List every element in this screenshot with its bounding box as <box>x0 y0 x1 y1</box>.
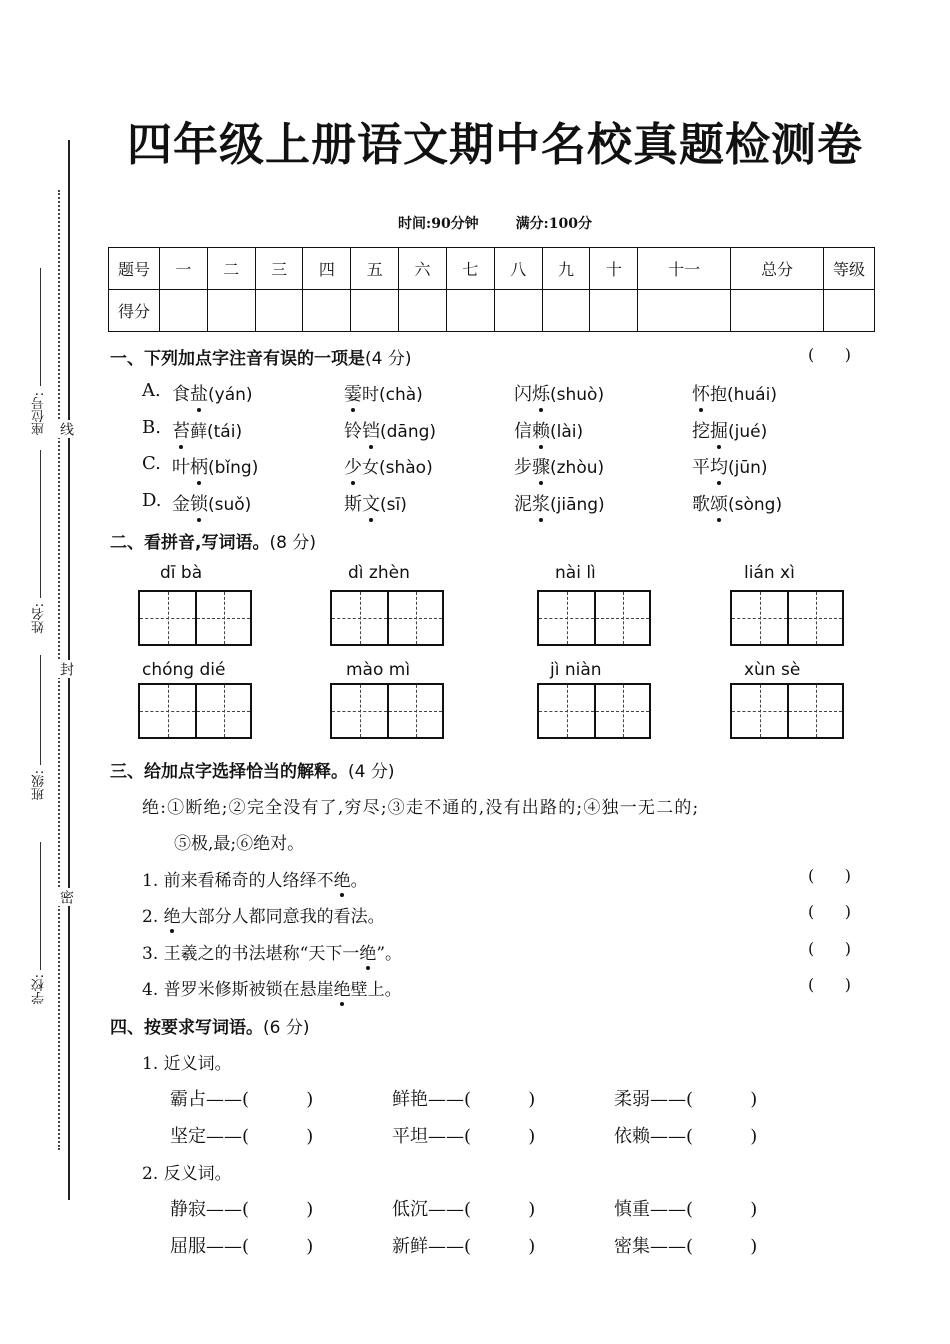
pinyin-label: xùn sè <box>744 660 801 680</box>
q3-item-4 <box>142 975 402 1000</box>
writing-grid[interactable] <box>730 590 844 646</box>
q1-option-word <box>514 490 605 516</box>
school-label: 学校: <box>32 974 47 1005</box>
margin-seal-word: 封 <box>58 662 74 676</box>
score-input-cell[interactable] <box>446 290 494 332</box>
q3-answer-paren[interactable]: ( ) <box>808 975 851 994</box>
dotted-char: 绝 <box>334 866 351 891</box>
pinyin-label: dī bà <box>160 563 203 583</box>
synonym-item[interactable]: 平坦——( ) <box>392 1126 536 1147</box>
q1-option-word <box>514 417 583 443</box>
score-input-cell[interactable] <box>399 290 447 332</box>
pinyin-label: nài lì <box>555 563 596 583</box>
pinyin-annotation: (jué) <box>728 422 768 442</box>
synonym-item[interactable]: 鲜艳——( ) <box>392 1089 536 1110</box>
name-fill-line <box>40 450 41 598</box>
pinyin-label: chóng dié <box>142 660 226 680</box>
table-cell: 得分 <box>109 290 160 332</box>
table-cell: 六 <box>399 248 447 290</box>
score-input-cell[interactable] <box>303 290 351 332</box>
q1-option-word <box>172 490 251 516</box>
table-cell: 总分 <box>731 248 824 290</box>
q1-option-word <box>514 453 604 479</box>
dotted-char: 骤 <box>532 453 550 479</box>
dotted-char: 盐 <box>190 380 208 406</box>
pinyin-annotation: (jūn) <box>728 458 768 478</box>
table-cell: 等级 <box>824 248 875 290</box>
margin-secret-word: 密 <box>58 890 74 904</box>
dotted-char: 浆 <box>532 490 550 516</box>
exam-full-score: 满分:100分 <box>515 216 592 232</box>
q1-option-label: B. <box>142 417 161 438</box>
score-input-cell[interactable] <box>207 290 255 332</box>
q1-heading-text: 一、下列加点字注音有误的一项是 <box>110 349 365 369</box>
page-title: 四年级上册语文期中名校真题检测卷 <box>126 118 863 171</box>
q3-answer-paren[interactable]: ( ) <box>808 939 851 958</box>
q3-points: (4 分) <box>348 762 395 782</box>
dotted-char: 苔 <box>172 417 190 443</box>
q3-item-1 <box>142 866 368 891</box>
table-cell: 十一 <box>638 248 731 290</box>
q1-option-label: C. <box>142 453 161 474</box>
word-char: 信 <box>514 421 532 442</box>
word-char: 挖 <box>692 421 710 442</box>
q3-answer-paren[interactable]: ( ) <box>808 866 851 885</box>
dotted-char: 绝 <box>164 902 181 927</box>
pinyin-annotation: (shuò) <box>550 385 605 405</box>
margin-line-word: 线 <box>58 422 74 436</box>
antonym-item[interactable]: 密集——( ) <box>614 1236 758 1257</box>
q1-heading <box>110 344 411 369</box>
score-input-cell[interactable] <box>590 290 638 332</box>
table-cell: 七 <box>446 248 494 290</box>
pinyin-annotation: (yán) <box>208 385 253 405</box>
q1-points: (4 分) <box>365 349 412 369</box>
dotted-char: 均 <box>710 453 728 479</box>
name-label: 姓名: <box>32 603 47 634</box>
writing-grid[interactable] <box>537 683 651 739</box>
score-input-cell[interactable] <box>160 290 208 332</box>
score-input-cell[interactable] <box>351 290 399 332</box>
q1-option-word <box>692 417 767 443</box>
q3-item-text: 。 <box>350 871 368 891</box>
q1-option-word <box>172 417 242 443</box>
pinyin-annotation: (jiāng) <box>550 495 605 515</box>
table-cell: 三 <box>255 248 303 290</box>
antonym-item[interactable]: 低沉——( ) <box>392 1199 536 1220</box>
dotted-char: 少 <box>344 453 362 479</box>
word-char: 金 <box>172 494 190 515</box>
q3-item-text: 壁上。 <box>350 980 402 1000</box>
q1-option-label: A. <box>142 380 161 401</box>
q3-answer-paren[interactable]: ( ) <box>808 902 851 921</box>
dotted-char: 铛 <box>362 417 380 443</box>
class-label: 班级: <box>32 770 47 801</box>
q1-option-word <box>692 490 782 516</box>
antonym-item[interactable]: 新鲜——( ) <box>392 1236 536 1257</box>
table-cell: 题号 <box>109 248 160 290</box>
score-input-cell[interactable] <box>255 290 303 332</box>
pinyin-annotation: (sī) <box>380 495 407 515</box>
exam-meta <box>0 213 950 233</box>
dotted-char: 掘 <box>710 417 728 443</box>
class-fill-line <box>40 655 41 765</box>
pinyin-annotation: 抱(huái) <box>710 385 777 405</box>
score-table-header-row <box>109 248 875 290</box>
dotted-char: 柄 <box>190 453 208 479</box>
q2-heading <box>110 528 316 553</box>
word-char: 食 <box>172 384 190 405</box>
dotted-char: 烁 <box>532 380 550 406</box>
antonym-item[interactable]: 慎重——( ) <box>614 1199 758 1220</box>
writing-grid[interactable] <box>537 590 651 646</box>
writing-grid[interactable] <box>330 590 444 646</box>
score-input-cell[interactable] <box>824 290 875 332</box>
synonym-item[interactable]: 依赖——( ) <box>614 1126 758 1147</box>
table-cell: 九 <box>542 248 590 290</box>
word-char: 叶 <box>172 457 190 478</box>
synonym-item[interactable]: 霸占——( ) <box>170 1089 314 1110</box>
q3-item-text: 4. 普罗米修斯被锁在悬崖 <box>142 980 334 1000</box>
q3-item-2 <box>142 902 385 927</box>
pinyin-annotation: 藓(tái) <box>190 422 243 442</box>
pinyin-label: dì zhèn <box>348 563 410 583</box>
score-table <box>108 247 875 332</box>
writing-grid[interactable] <box>730 683 844 739</box>
score-input-cell[interactable] <box>731 290 824 332</box>
score-input-cell[interactable] <box>542 290 590 332</box>
pinyin-annotation: (bǐng) <box>208 458 259 478</box>
table-cell: 四 <box>303 248 351 290</box>
q3-item-text: 1. 前来看稀奇的人络绎不 <box>142 871 334 891</box>
score-table-score-row <box>109 290 875 332</box>
pinyin-label: jì niàn <box>550 660 602 680</box>
table-cell: 八 <box>494 248 542 290</box>
q2-points: (8 分) <box>269 533 316 553</box>
pinyin-annotation: 时(chà) <box>362 385 423 405</box>
q3-heading <box>110 757 394 782</box>
synonym-item[interactable]: 柔弱——( ) <box>614 1089 758 1110</box>
q3-item-text: 3. 王羲之的书法堪称“天下一 <box>142 944 360 964</box>
q4-sub1: 1. 近义词。 <box>142 1054 232 1074</box>
score-input-cell[interactable] <box>638 290 731 332</box>
q1-option-word <box>172 453 258 479</box>
score-input-cell[interactable] <box>494 290 542 332</box>
pinyin-annotation: (lài) <box>550 422 584 442</box>
seat-fill-line <box>40 268 41 386</box>
dotted-char: 锁 <box>190 490 208 516</box>
word-char: 铃 <box>344 421 362 442</box>
q4-heading <box>110 1013 309 1038</box>
table-cell: 五 <box>351 248 399 290</box>
q4-sub2: 2. 反义词。 <box>142 1164 232 1184</box>
dotted-char: 绝 <box>359 939 376 964</box>
writing-grid[interactable] <box>330 683 444 739</box>
table-cell: 十 <box>590 248 638 290</box>
pinyin-annotation: 女(shào) <box>362 458 433 478</box>
word-char: 歌 <box>692 494 710 515</box>
pinyin-label: lián xì <box>744 563 795 583</box>
word-char: 泥 <box>514 494 532 515</box>
exam-time: 时间:90分钟 <box>398 216 479 232</box>
word-char: 斯 <box>344 494 362 515</box>
antonym-item[interactable]: 屈服——( ) <box>170 1236 314 1257</box>
q1-option-word <box>344 490 407 516</box>
q1-answer-paren[interactable]: ( ) <box>808 345 851 364</box>
q1-option-word <box>692 380 777 406</box>
pinyin-annotation: (zhòu) <box>550 458 605 478</box>
dotted-char: 绝 <box>334 975 351 1000</box>
q3-item-text: 大部分人都同意我的看法。 <box>180 907 385 927</box>
word-char: 平 <box>692 457 710 478</box>
q1-option-word <box>172 380 253 406</box>
writing-grid[interactable] <box>138 590 252 646</box>
table-cell: 二 <box>207 248 255 290</box>
dotted-char: 霎 <box>344 380 362 406</box>
q1-option-word <box>344 380 423 406</box>
pinyin-annotation: (dāng) <box>380 422 437 442</box>
q4-heading-text: 四、按要求写词语。 <box>110 1018 263 1038</box>
q1-option-word <box>344 417 436 443</box>
q1-option-label: D. <box>142 490 162 511</box>
pinyin-annotation: (suǒ) <box>208 495 252 515</box>
dotted-char: 怀 <box>692 380 710 406</box>
q2-heading-text: 二、看拼音,写词语。 <box>110 533 270 553</box>
q1-option-word <box>514 380 604 406</box>
q1-option-word <box>344 453 433 479</box>
seat-label: 座位号: <box>32 392 47 436</box>
pinyin-label: mào mì <box>346 660 411 680</box>
pinyin-annotation: (sòng) <box>728 495 783 515</box>
q3-item-3 <box>142 939 402 964</box>
q3-definitions-line2: ⑤极,最;⑥绝对。 <box>174 834 305 854</box>
word-char: 步 <box>514 457 532 478</box>
school-fill-line <box>40 842 41 970</box>
q1-option-word <box>692 453 768 479</box>
synonym-item[interactable]: 坚定——( ) <box>170 1126 314 1147</box>
q3-item-text: ”。 <box>376 944 403 964</box>
q3-heading-text: 三、给加点字选择恰当的解释。 <box>110 762 348 782</box>
antonym-item[interactable]: 静寂——( ) <box>170 1199 314 1220</box>
q4-points: (6 分) <box>263 1018 310 1038</box>
dotted-char: 赖 <box>532 417 550 443</box>
q3-definitions-line1: 绝:①断绝;②完全没有了,穷尽;③走不通的,没有出路的;④独一无二的; <box>142 798 700 818</box>
q3-item-text: 2. <box>142 907 164 927</box>
writing-grid[interactable] <box>138 683 252 739</box>
table-cell: 一 <box>160 248 208 290</box>
word-char: 闪 <box>514 384 532 405</box>
dotted-char: 颂 <box>710 490 728 516</box>
dotted-char: 文 <box>362 490 380 516</box>
